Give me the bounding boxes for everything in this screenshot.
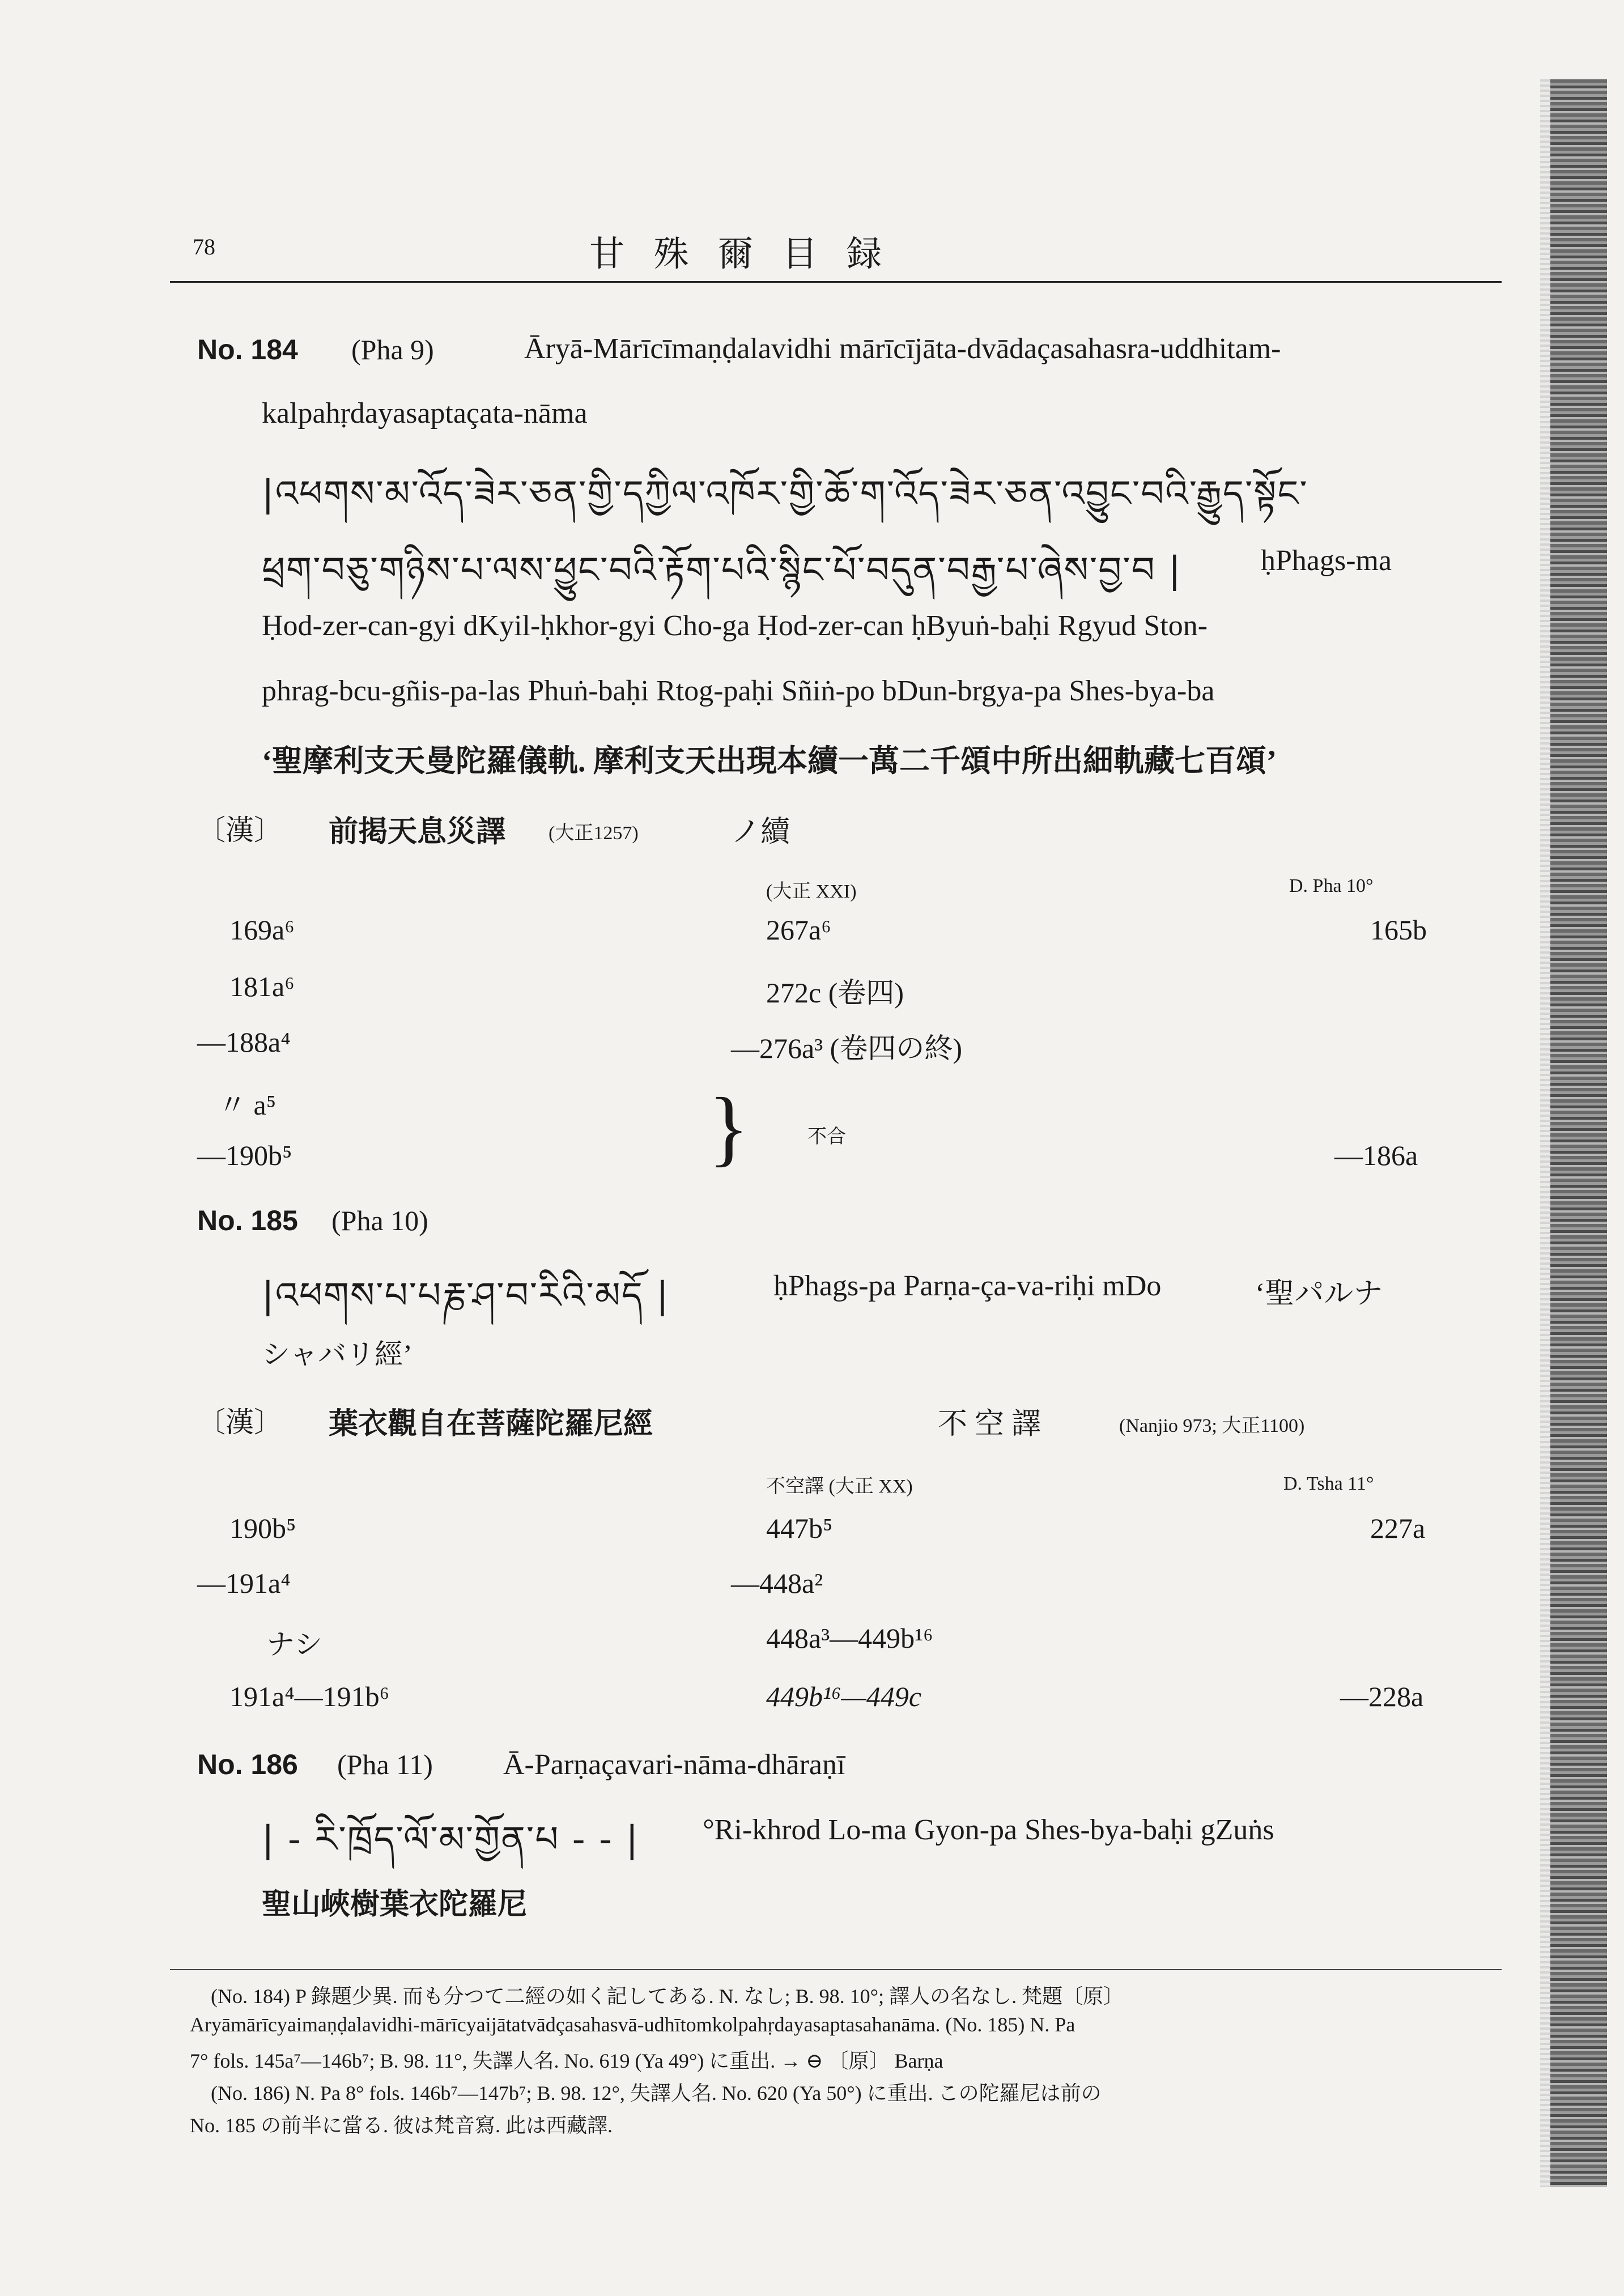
entry-184-brace-note: 不合 — [807, 1126, 846, 1147]
entry-186-volume: (Pha 11) — [337, 1749, 433, 1780]
footnote-line1: (No. 184) P 錄題少異. 而も分つて二經の如く記してある. N. なし; B. 98. 10°; 譯人の名なし. 梵題〔原〕 — [211, 1985, 1124, 2008]
running-title: 甘 殊 爾 目 録 — [589, 235, 892, 274]
footnote-line2: Aryāmārīcyaimaṇḍalavidhi-mārīcyaijātatvādçasahasvā-udhītomkolpahṛdayasaptasahanāma. (No. 185) N. Pa — [190, 2013, 1075, 2036]
entry-185-japanese-line1: ‘聖パルナ — [1255, 1278, 1383, 1310]
entry-184-row3-mid: —276a³ (卷四の終) — [731, 1032, 962, 1064]
entry-184-row1-mid: 267a⁶ — [766, 914, 831, 946]
entry-184-row5-right: —186a — [1334, 1140, 1418, 1171]
entry-184-row1-right: 165b — [1370, 914, 1427, 946]
footnote-line4: (No. 186) N. Pa 8° fols. 146b⁷—147b⁷; B. 98. 12°, 失譯人名. No. 620 (Ya 50°) に重出. この陀羅尼は前の — [211, 2082, 1102, 2104]
entry-185-row1-mid: 447b⁵ — [766, 1512, 833, 1544]
entry-185-translit: ḥPhags-pa Parṇa-ça-va-riḥi mDo — [773, 1270, 1162, 1302]
entry-185-row4-left: 191a⁴—191b⁶ — [229, 1681, 390, 1712]
entry-184-translit-line2: Ḥod-zer-can-gyi dKyil-ḥkhor-gyi Cho-ga Ḥod-zer-can ḥByuṅ-baḥi Rgyud Ston- — [262, 610, 1208, 642]
entry-185-row3-mid: 448a³—449b¹⁶ — [766, 1622, 933, 1654]
entry-184-col-head-mid: (大正 XXI) — [766, 881, 857, 902]
entry-186-number: No. 186 — [197, 1749, 298, 1780]
entry-184-translit-line1: ḥPhags-ma — [1261, 545, 1392, 577]
entry-185-row2-left: —191a⁴ — [197, 1567, 291, 1599]
entry-186-tibetan: | - རི་ཁྲོད་ལོ་མ་གྱོན་པ - - | — [262, 1819, 640, 1861]
entry-185-tibetan: |འཕགས་པ་པརྞ་ཤ་བ་རིའི་མདོ | — [262, 1275, 670, 1317]
entry-184-volume: (Pha 9) — [351, 334, 434, 365]
page-edge-shadow — [1550, 79, 1607, 2187]
entry-184-han-cont: ノ續 — [731, 816, 790, 848]
entry-185-row2-mid: —448a² — [731, 1567, 823, 1599]
header-rule — [170, 281, 1502, 283]
entry-185-japanese-line2: シャバリ經’ — [262, 1338, 413, 1370]
entry-185-han-text: 葉衣觀自在菩薩陀羅尼經 — [329, 1408, 653, 1440]
entry-186-sanskrit: Ā-Parṇaçavari-nāma-dhāraṇī — [503, 1749, 845, 1781]
entry-185-row4-mid: 449b¹⁶—449c — [766, 1681, 922, 1712]
entry-185-han-label: 〔漢〕 — [197, 1406, 282, 1438]
entry-185-han-translator: 不 空 譯 — [938, 1408, 1041, 1440]
entry-184-row1-left: 169a⁶ — [229, 914, 295, 946]
entry-185-row4-right: —228a — [1340, 1681, 1424, 1712]
entry-184-brace: } — [708, 1081, 749, 1175]
entry-184-han-label: 〔漢〕 — [197, 814, 282, 846]
entry-184-translit-line3: phrag-bcu-gñis-pa-las Phuṅ-baḥi Rtog-paḥi Sñiṅ-po bDun-brgya-pa Shes-bya-ba — [262, 675, 1215, 707]
entry-184-row2-mid: 272c (卷四) — [766, 977, 904, 1009]
entry-185-volume: (Pha 10) — [331, 1205, 428, 1236]
footnote-line5: No. 185 の前半に當る. 彼は梵音寫. 此は西藏譯. — [190, 2114, 613, 2137]
entry-185-row1-left: 190b⁵ — [229, 1512, 296, 1544]
entry-184-row3-left: —188a⁴ — [197, 1026, 291, 1058]
entry-184-number: No. 184 — [197, 334, 298, 365]
entry-184-han-ref: (大正1257) — [549, 823, 639, 844]
entry-185-row1-right: 227a — [1370, 1512, 1426, 1544]
entry-185-row3-left: ナシ — [266, 1629, 322, 1660]
entry-184-tibetan-line1: |འཕགས་མ་འོད་ཟེར་ཅན་གྱི་དཀྱིལ་འཁོར་གྱི་ཆོ་ག་འོད་ཟེར་ཅན་འབྱུང་བའི་རྒྱུད་སྟོང་ — [262, 473, 1308, 515]
entry-184-row5-left: —190b⁵ — [197, 1140, 292, 1171]
entry-185-number: No. 185 — [197, 1205, 298, 1236]
entry-184-sanskrit-line1: Āryā-Mārīcīmaṇḍalavidhi mārīcījāta-dvādaçasahasra-uddhitam- — [524, 333, 1281, 365]
footnote-rule — [170, 1969, 1502, 1970]
entry-184-row4-left: 〃 a⁵ — [218, 1089, 277, 1121]
entry-185-han-ref: (Nanjio 973; 大正1100) — [1119, 1415, 1305, 1436]
entry-184-chinese-title: ‘聖摩利支天曼陀羅儀軌. 摩利支天出現本續一萬二千頌中所出細軌藏七百頌’ — [262, 744, 1277, 778]
entry-184-han-text: 前掲天息災譯 — [329, 816, 506, 848]
entry-185-col-head-mid: 不空譯 (大正 XX) — [766, 1476, 913, 1497]
entry-184-sanskrit-line2: kalpahṛdayasaptaçata-nāma — [262, 397, 588, 430]
entry-184-row2-left: 181a⁶ — [229, 971, 295, 1002]
page-number: 78 — [193, 234, 215, 260]
entry-184-col-head-right: D. Pha 10° — [1289, 875, 1374, 896]
entry-186-chinese: 聖山峽樹葉衣陀羅尼 — [262, 1889, 528, 1921]
entry-185-col-head-right: D. Tsha 11° — [1283, 1473, 1374, 1494]
entry-186-translit: °Ri-khrod Lo-ma Gyon-pa Shes-bya-baḥi gZuṅs — [703, 1814, 1274, 1846]
entry-184-tibetan-line2: ཕྲག་བཅུ་གཉིས་པ་ལས་ཕྱུང་བའི་རྟོག་པའི་སྙིང་པོ་བདུན་བརྒྱ་པ་ཞེས་བྱ་བ | — [262, 550, 1182, 592]
footnote-line3: 7° fols. 145a⁷—146b⁷; B. 98. 11°, 失譯人名. No. 619 (Ya 49°) に重出. → ⊖ 〔原〕 Barṇa — [190, 2050, 943, 2072]
